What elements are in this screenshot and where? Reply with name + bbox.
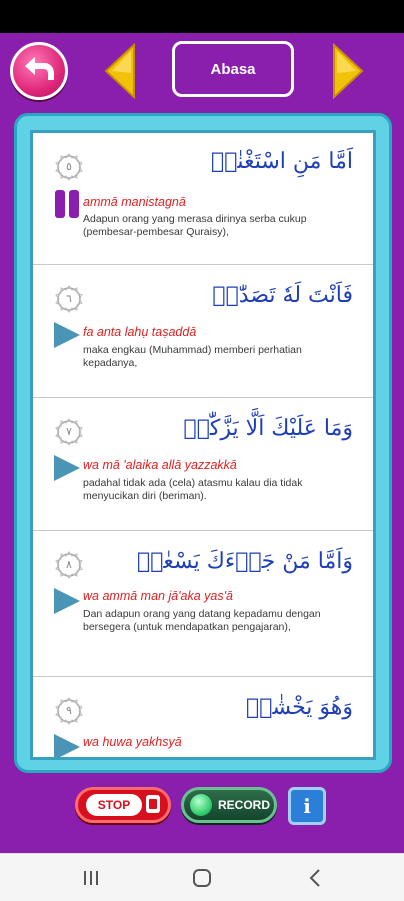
verse-number-badge-icon: [55, 697, 83, 725]
play-icon[interactable]: [53, 454, 81, 482]
verse-arabic: وَاَمَّا مَنْ جَاۤءَكَ يَسْعٰىۙ: [137, 549, 353, 574]
verse-arabic: وَمَا عَلَيْكَ اَلَّا يَزَّكّٰىۗ: [183, 416, 353, 441]
verse-number: ٦: [66, 292, 72, 305]
record-icon: [190, 794, 212, 816]
verse-list[interactable]: [30, 130, 376, 760]
verse-number: ٥: [66, 160, 72, 173]
system-nav-bar: [0, 853, 404, 901]
verse-item[interactable]: [33, 133, 373, 265]
record-label: RECORD: [218, 798, 271, 812]
verse-latin: wa mā 'alaika allā yazzakkā: [83, 458, 237, 472]
status-bar: [0, 0, 404, 33]
nav-recents-icon[interactable]: [80, 868, 102, 888]
verse-arabic: فَاَنْتَ لَهٗ تَصَدّٰىۗ: [212, 283, 353, 308]
verse-number-badge-icon: [55, 418, 83, 446]
verse-number: ٩: [66, 704, 72, 717]
nav-back-icon[interactable]: [305, 868, 327, 888]
back-button[interactable]: [10, 42, 68, 100]
bottom-controls: [0, 773, 404, 853]
nav-home-icon[interactable]: [191, 868, 213, 888]
verse-translation: maka engkau (Muhammad) memberi perhatian kepadanya,: [83, 344, 302, 369]
verse-arabic: وَهُوَ يَخْشٰىۙ: [246, 695, 353, 720]
info-icon: i: [303, 794, 311, 818]
verse-number: ٧: [66, 425, 72, 438]
verse-translation: padahal tidak ada (cela) atasmu kalau dia tidak menyucikan diri (beriman).: [83, 477, 303, 502]
verse-number: ٨: [66, 558, 72, 571]
record-button[interactable]: [181, 787, 277, 823]
stop-button[interactable]: [75, 787, 171, 823]
verse-latin: wa ammā man jā'aka yas'ā: [83, 589, 233, 603]
pause-icon[interactable]: [53, 189, 83, 219]
stop-label: STOP: [86, 794, 142, 816]
verse-item[interactable]: [33, 398, 373, 531]
stop-icon: [146, 795, 160, 813]
back-arrow-icon: [22, 56, 56, 86]
verse-item[interactable]: [33, 265, 373, 398]
top-bar: [0, 33, 404, 113]
verse-translation: Dan adapun orang yang datang kepadamu dengan bersegera (untuk mendapatkan pengajaran),: [83, 608, 321, 633]
next-surah-button[interactable]: [332, 43, 364, 99]
verse-item[interactable]: [33, 531, 373, 677]
verse-latin: ammā manistagnā: [83, 195, 186, 209]
prev-surah-button[interactable]: [104, 43, 136, 99]
verse-item[interactable]: [33, 677, 373, 760]
verse-number-badge-icon: [55, 153, 83, 181]
play-icon[interactable]: [53, 321, 81, 349]
play-icon[interactable]: [53, 587, 81, 615]
verse-translation: Adapun orang yang merasa dirinya serba cukup (pembesar-pembesar Quraisy),: [83, 213, 307, 238]
verse-number-badge-icon: [55, 551, 83, 579]
info-button[interactable]: [288, 787, 326, 825]
verse-latin: fa anta lahụ taṣaddā: [83, 325, 197, 339]
verse-latin: wa huwa yakhsyā: [83, 735, 182, 749]
verse-number-badge-icon: [55, 285, 83, 313]
verse-arabic: اَمَّا مَنِ اسْتَغْنٰىۙ: [211, 149, 353, 174]
surah-title: Abasa: [172, 41, 294, 97]
play-icon[interactable]: [53, 733, 81, 760]
